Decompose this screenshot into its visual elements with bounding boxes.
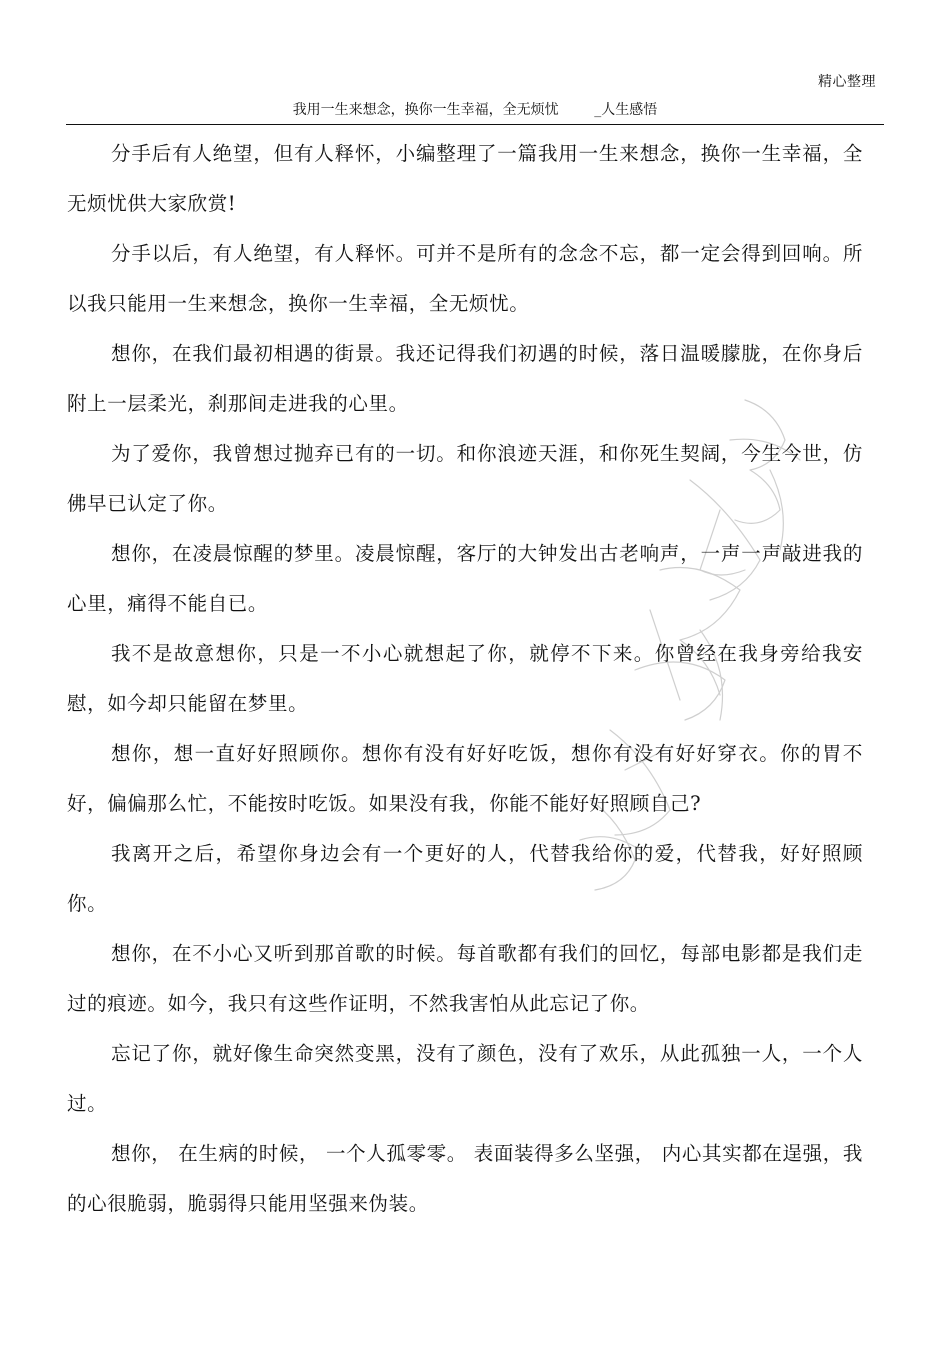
paragraph: 想你，在凌晨惊醒的梦里。凌晨惊醒，客厅的大钟发出古老响声，一声一声敲进我的心里，痛得不能自已。 — [67, 542, 863, 615]
paragraph: 分手后有人绝望，但有人释怀，小编整理了一篇我用一生来想念，换你一生幸福，全无烦忧供大家欣赏! — [67, 142, 863, 215]
header-rule — [66, 124, 884, 125]
paragraph: 想你，在我们最初相遇的街景。我还记得我们初遇的时候，落日温暖朦胧，在你身后附上一层柔光，刹那间走进我的心里。 — [67, 342, 863, 415]
paragraph: 为了爱你，我曾想过抛弃已有的一切。和你浪迹天涯，和你死生契阔，今生今世，仿佛早已认定了你。 — [67, 442, 863, 515]
paragraph: 想你，想一直好好照顾你。想你有没有好好吃饭，想你有没有好好穿衣。你的胃不好，偏偏那么忙，不能按时吃饭。如果没有我，你能不能好好照顾自己? — [67, 742, 863, 815]
paragraph: 想你， 在生病的时候， 一个人孤零零。 表面装得多么坚强， 内心其实都在逞强，我的心很脆弱，脆弱得只能用坚强来伪装。 — [67, 1142, 863, 1215]
article-body — [67, 129, 863, 1229]
corner-note: 精心整理 — [818, 74, 876, 90]
paragraph: 忘记了你，就好像生命突然变黑，没有了颜色，没有了欢乐，从此孤独一人，一个人过。 — [67, 1042, 863, 1115]
header-title: 我用一生来想念，换你一生幸福，全无烦忧 _人生感悟 — [292, 102, 658, 118]
paragraph: 想你，在不小心又听到那首歌的时候。每首歌都有我们的回忆，每部电影都是我们走过的痕迹。如今，我只有这些作证明，不然我害怕从此忘记了你。 — [67, 942, 863, 1015]
paragraph: 我离开之后，希望你身边会有一个更好的人，代替我给你的爱，代替我，好好照顾你。 — [67, 842, 863, 915]
paragraph: 分手以后，有人绝望，有人释怀。可并不是所有的念念不忘，都一定会得到回响。所以我只能用一生来想念，换你一生幸福，全无烦忧。 — [67, 242, 863, 315]
paragraph: 我不是故意想你，只是一不小心就想起了你，就停不下来。你曾经在我身旁给我安慰，如今却只能留在梦里。 — [67, 642, 863, 715]
